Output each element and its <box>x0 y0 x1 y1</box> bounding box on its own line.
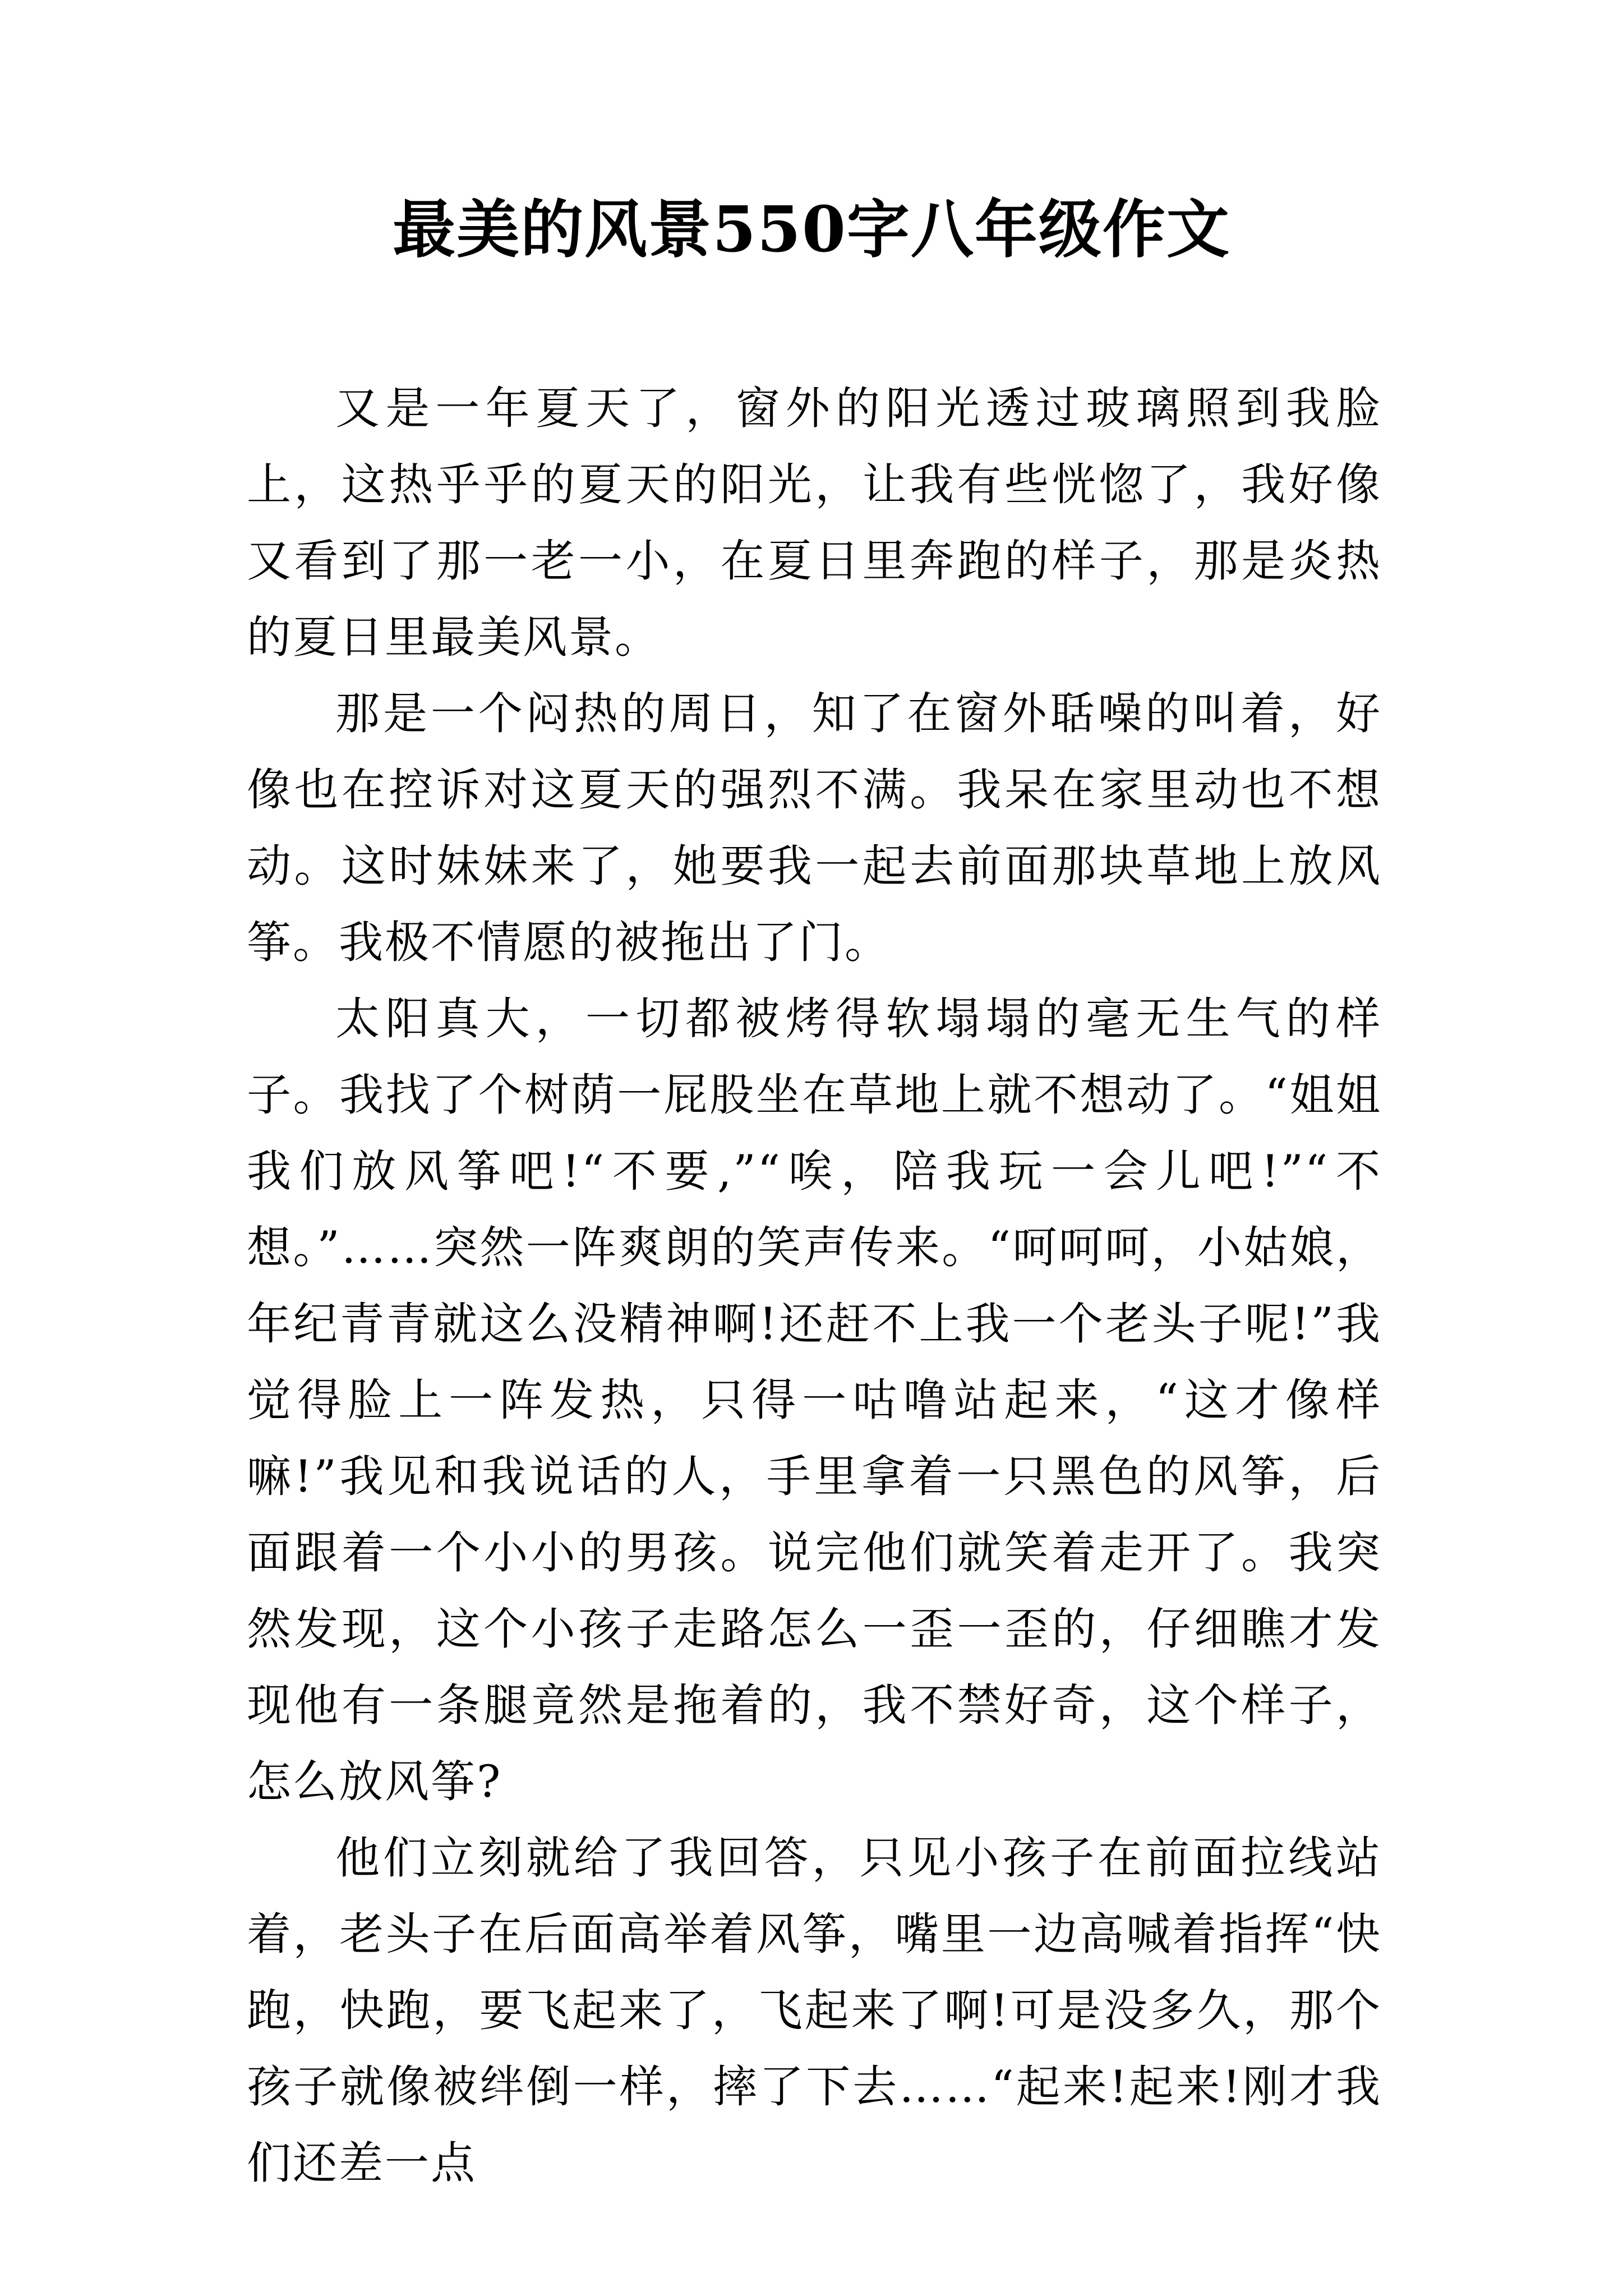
paragraph: 又是一年夏天了，窗外的阳光透过玻璃照到我脸上，这热乎乎的夏天的阳光，让我有些恍惚了，我好像又看到了那一老一小，在夏日里奔跑的样子，那是炎热的夏日里最美风景。 <box>247 383 1382 663</box>
paragraph: 他们立刻就给了我回答，只见小孩子在前面拉线站着，老头子在后面高举着风筝，嘴里一边高喊着指挥“快跑，快跑，要飞起来了，飞起来了啊!可是没多久，那个孩子就像被绊倒一样，摔了下去……“起来!起来!刚才我们还差一点 <box>247 1832 1382 2189</box>
document-title: 最美的风景550字八年级作文 <box>393 193 1230 266</box>
document-body <box>247 370 1382 2201</box>
paragraph: 那是一个闷热的周日，知了在窗外聒噪的叫着，好像也在控诉对这夏天的强烈不满。我呆在家里动也不想动。这时妹妹来了，她要我一起去前面那块草地上放风筝。我极不情愿的被拖出了门。 <box>247 688 1382 968</box>
paragraph: 太阳真大，一切都被烤得软塌塌的毫无生气的样子。我找了个树荫一屁股坐在草地上就不想动了。“姐姐我们放风筝吧!“不要,”“唉，陪我玩一会儿吧!”“不想。”……突然一阵爽朗的笑声传来。“呵呵呵，小姑娘，年纪青青就这么没精神啊!还赶不上我一个老头子呢!”我觉得脸上一阵发热，只得一咕噜站起来，“这才像样嘛!”我见和我说话的人，手里拿着一只黑色的风筝，后面跟着一个小小的男孩。说完他们就笑着走开了。我突然发现，这个小孩子走路怎么一歪一歪的，仔细瞧才发现他有一条腿竟然是拖着的，我不禁好奇，这个样子，怎么放风筝? <box>247 993 1382 1807</box>
